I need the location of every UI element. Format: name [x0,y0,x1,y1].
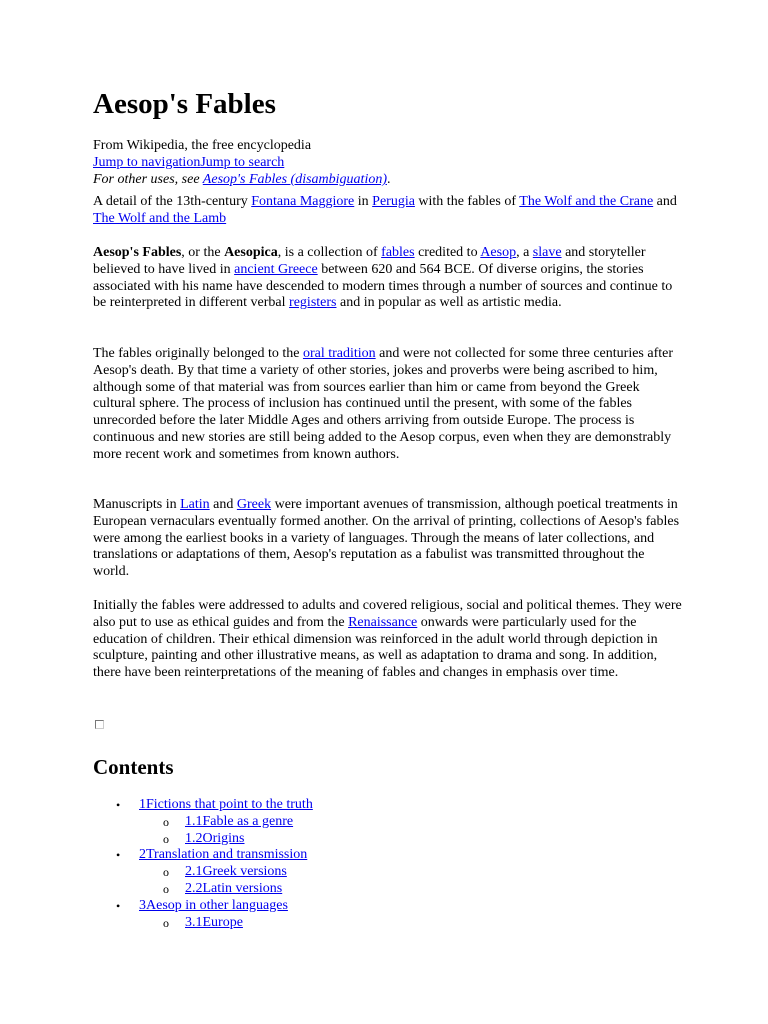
wolf-and-lamb-link[interactable]: The Wolf and the Lamb [93,210,227,226]
hatnote: For other uses, see Aesop's Fables (disambiguation). [93,172,391,187]
sub-bullet-icon: o [163,814,169,829]
toc-toggle-checkbox[interactable] [95,720,104,729]
oral-tradition-link[interactable]: oral tradition [302,346,376,361]
bullet-icon: • [116,898,121,913]
latin-link[interactable]: Latin [180,497,210,512]
toc-link[interactable]: 2Translation and transmission [139,847,308,863]
themes-paragraph: Initially the fables were addressed to adults and covered religious, social and political themes. They were also put to use as ethical guides and from the Renaissance onwards were particularly used for the education of children. Their ethical dimension was reinforced in the adult world through depiction in sculpture, painting and other illustrative means, as well as adaptation to drama and song. In addition, there have been reinterpretations of the meaning of fables and changes in emphasis over time. [93,598,682,681]
fables-link[interactable]: fables [381,245,415,260]
slave-link[interactable]: slave [532,245,562,260]
toc-link[interactable]: 1Fictions that point to the truth [139,797,313,812]
image-caption: A detail of the 13th-century Fontana Maggiore in Perugia with the fables of The Wolf and the Crane and The Wolf and the Lamb [93,194,677,226]
oral-tradition-paragraph: The fables originally belonged to the oral tradition and were not collected for some three centuries after Aesop's death. By that time a variety of other stories, jokes and proverbs were being ascribed to him, although some of that material was from sources earlier than him or came from beyond the Greek cultural sphere. The process of inclusion has continued until the present, with some of the fables unrecorded before the later Middle Ages and others arriving from outside Europe. The process is continuous and new stories are still being added to the Aesop corpus, even when they are demonstrably more recent work and sometimes from known authors. [93,346,674,462]
jump-links [93,154,391,171]
ancient-greece-link[interactable]: ancient Greece [234,261,318,277]
registers-link[interactable]: registers [289,295,337,311]
sub-bullet-icon: o [163,865,169,880]
jump-to-navigation-link[interactable]: Jump to navigation [93,155,201,170]
renaissance-link[interactable]: Renaissance [348,614,418,630]
bullet-icon: • [116,798,121,812]
page-title: Aesop's Fables [93,88,276,120]
bullet-icon: • [116,848,121,863]
toc-link[interactable]: 1.1Fable as a genre [185,813,294,829]
intro-paragraph: Aesop's Fables, or the Aesopica, is a collection of fables credited to Aesop, a slave and storyteller believed to have lived in ancient Greece between 620 and 564 BCE. Of diverse origins, the stories associated with his name have descended to modern times through a number of sources and continue to be reinterpreted in different verbal registers and in popular as well as artistic media. [93,245,673,311]
toc-link[interactable]: 3.1Europe [185,914,243,930]
article-meta [93,137,391,188]
toc-link[interactable]: 1.2Origins [185,830,245,846]
toc-link[interactable]: 3Aesop in other languages [139,897,288,913]
manuscripts-paragraph: Manuscripts in Latin and Greek were important avenues of transmission, although poetical treatments in European vernaculars eventually formed another. On the arrival of printing, collections of Aesop's fables were among the earliest books in a variety of languages. Through the means of later collections, and translations or adaptations of them, Aesop's reputation as a fabulist was transmitted throughout the world. [93,497,680,580]
toc-link[interactable]: 2.2Latin versions [185,880,283,896]
fontana-maggiore-link[interactable]: Fontana Maggiore [251,194,355,209]
sub-bullet-icon: o [163,915,169,930]
contents-heading: Contents [93,755,174,779]
disambiguation-link[interactable]: Aesop's Fables (disambiguation) [202,172,387,187]
greek-link[interactable]: Greek [236,497,272,512]
toc-link[interactable]: 2.1Greek versions [185,864,287,880]
jump-to-search-link[interactable]: Jump to search [200,155,285,170]
sub-bullet-icon: o [163,831,169,846]
sub-bullet-icon: o [163,881,169,896]
perugia-link[interactable]: Perugia [372,194,415,209]
wolf-and-crane-link[interactable]: The Wolf and the Crane [519,194,654,209]
site-tagline: From Wikipedia, the free encyclopedia [93,138,312,153]
aesop-link[interactable]: Aesop [480,245,517,260]
